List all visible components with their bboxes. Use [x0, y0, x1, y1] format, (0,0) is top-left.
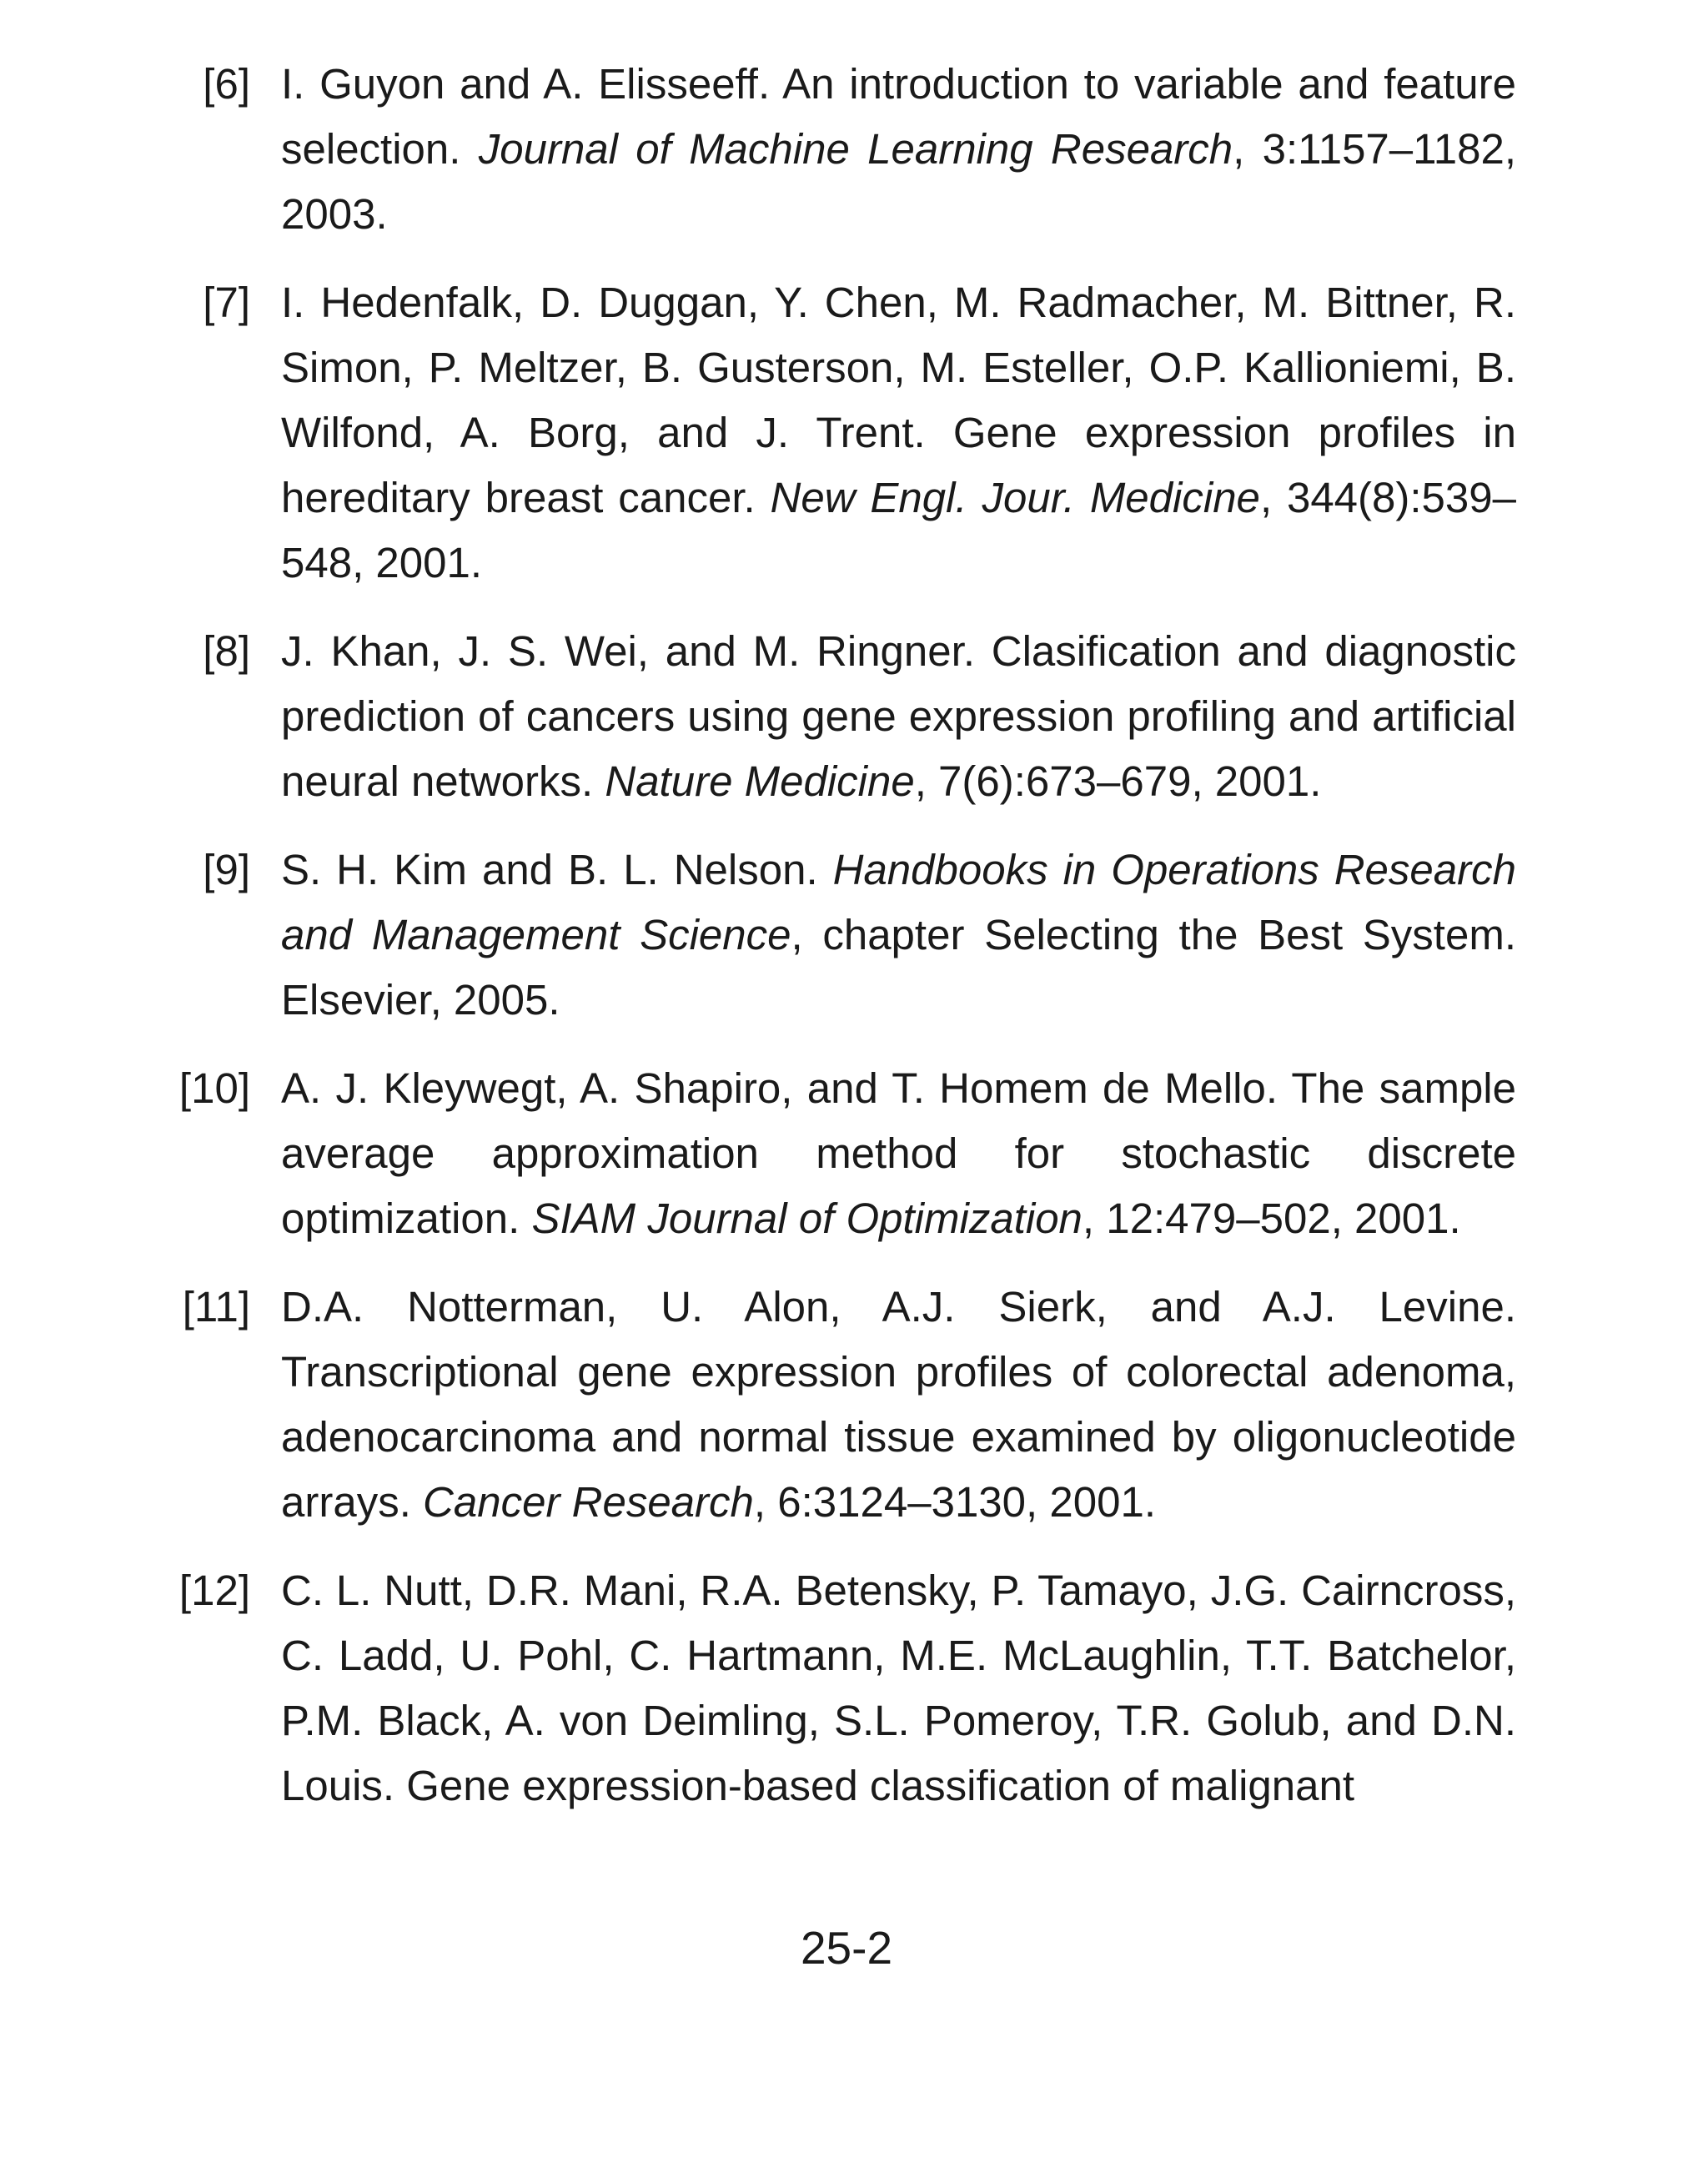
reference-number: [9]	[203, 846, 250, 893]
reference-authors-title: J. Khan, J. S. Wei, and M. Ringner. Clasification and diagnostic prediction of cancers using gene expression profiling and artificial neural networks.	[281, 627, 1516, 805]
reference-number: [11]	[182, 1283, 250, 1330]
reference-11	[0, 1275, 1708, 1535]
reference-6	[0, 52, 1708, 247]
reference-text	[281, 619, 1516, 814]
reference-number: [8]	[203, 627, 250, 675]
reference-venue: Nature Medicine	[605, 757, 915, 805]
reference-number: [10]	[178, 1064, 250, 1112]
reference-8	[0, 619, 1708, 814]
reference-authors-title: C. L. Nutt, D.R. Mani, R.A. Betensky, P. Tamayo, J.G. Cairncross, C. Ladd, U. Pohl, C. Hartmann, M.E. McLaughlin, T.T. Batchelor, P.M. Black, A. von Deimling, S.L. Pomeroy, T.R. Golub, and D.N. Louis. Gene expression-based classification of malignant	[281, 1567, 1516, 1809]
reference-text	[281, 52, 1516, 247]
reference-details: , chapter Selecting the Best System. Elsevier, 2005.	[281, 911, 1516, 1024]
reference-list	[0, 52, 1708, 1842]
reference-text	[281, 1558, 1516, 1818]
reference-12	[0, 1558, 1708, 1818]
reference-venue: SIAM Journal of Optimization	[531, 1195, 1083, 1242]
reference-text	[281, 1275, 1516, 1535]
reference-venue: New Engl. Jour. Medicine	[770, 474, 1260, 521]
reference-number: [7]	[203, 279, 250, 326]
page-number: 25-2	[800, 1922, 893, 1974]
reference-venue: Handbooks in Operations Research and Management Science	[281, 846, 1516, 958]
reference-7	[0, 270, 1708, 596]
reference-authors-title: D.A. Notterman, U. Alon, A.J. Sierk, and A.J. Levine. Transcriptional gene expression profiles of colorectal adenoma, adenocarcinoma and normal tissue examined by oligonucleotide arrays.	[281, 1283, 1516, 1526]
reference-details: , 12:479–502, 2001.	[1082, 1195, 1461, 1242]
reference-text	[281, 270, 1516, 596]
reference-details: , 3:1157–1182, 2003.	[281, 125, 1517, 238]
reference-authors-title: I. Guyon and A. Elisseeff. An introduction to variable and feature selection.	[281, 60, 1516, 173]
reference-text	[281, 838, 1516, 1033]
reference-authors-title: I. Hedenfalk, D. Duggan, Y. Chen, M. Radmacher, M. Bittner, R. Simon, P. Meltzer, B. Gusterson, M. Esteller, O.P. Kallioniemi, B. Wilfond, A. Borg, and J. Trent. Gene expression profiles in hereditary breast cancer.	[281, 279, 1516, 521]
reference-details: , 6:3124–3130, 2001.	[753, 1478, 1156, 1526]
reference-10	[0, 1056, 1708, 1251]
reference-details: , 7(6):673–679, 2001.	[914, 757, 1322, 805]
reference-details: , 344(8):539–548, 2001.	[281, 474, 1517, 586]
reference-number: [12]	[178, 1567, 250, 1614]
reference-authors-title: S. H. Kim and B. L. Nelson.	[281, 846, 833, 893]
reference-authors-title: A. J. Kleywegt, A. Shapiro, and T. Homem de Mello. The sample average approximation method for stochastic discrete optimization.	[281, 1064, 1516, 1242]
reference-venue: Cancer Research	[423, 1478, 754, 1526]
reference-number: [6]	[203, 60, 250, 108]
reference-text	[281, 1056, 1516, 1251]
reference-venue: Journal of Machine Learning Research	[478, 125, 1233, 173]
reference-9	[0, 838, 1708, 1033]
